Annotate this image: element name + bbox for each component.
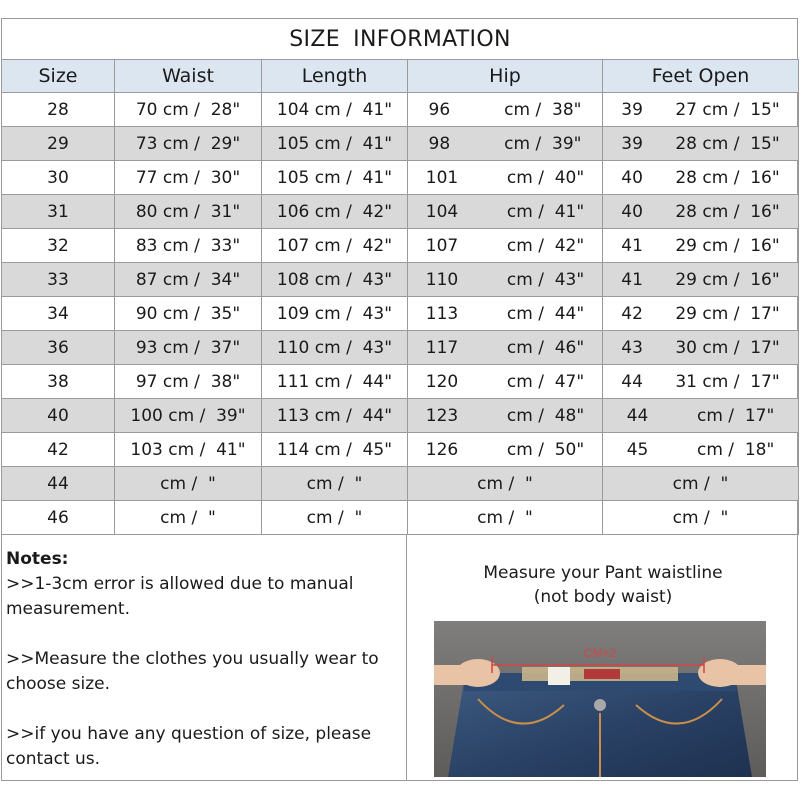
note-item: >>if you have any question of size, please contact us. — [6, 724, 372, 769]
table-row — [2, 501, 799, 535]
cell-hip: 107 cm / 42" — [408, 229, 603, 263]
cell-size: 36 — [2, 331, 115, 365]
cell-feet-open: 44 cm / 17" — [603, 399, 799, 433]
table-row — [2, 365, 799, 399]
header-hip: Hip — [408, 60, 603, 93]
cell-length: 109 cm / 43" — [262, 297, 408, 331]
cell-feet-open: 42 29 cm / 17" — [603, 297, 799, 331]
cell-waist: 73 cm / 29" — [115, 127, 262, 161]
jeans-waistline-photo — [434, 621, 766, 777]
cell-hip: 120 cm / 47" — [408, 365, 603, 399]
cell-waist: 70 cm / 28" — [115, 93, 262, 127]
cell-hip: cm / " — [408, 467, 603, 501]
cell-waist: 77 cm / 30" — [115, 161, 262, 195]
cell-hip: 104 cm / 41" — [408, 195, 603, 229]
table-row — [2, 399, 799, 433]
size-table — [1, 59, 799, 535]
cell-size: 38 — [2, 365, 115, 399]
cell-waist: 97 cm / 38" — [115, 365, 262, 399]
cell-feet-open: 41 29 cm / 16" — [603, 229, 799, 263]
page-title: SIZE INFORMATION — [289, 26, 511, 52]
cell-hip: 110 cm / 43" — [408, 263, 603, 297]
cell-length: 107 cm / 42" — [262, 229, 408, 263]
cell-hip: 98 cm / 39" — [408, 127, 603, 161]
cell-length: 108 cm / 43" — [262, 263, 408, 297]
cell-hip: 101 cm / 40" — [408, 161, 603, 195]
cell-hip: 123 cm / 48" — [408, 399, 603, 433]
table-row — [2, 161, 799, 195]
cell-waist: 87 cm / 34" — [115, 263, 262, 297]
cell-length: 111 cm / 44" — [262, 365, 408, 399]
cell-feet-open: cm / " — [603, 501, 799, 535]
cell-length: 114 cm / 45" — [262, 433, 408, 467]
cell-size: 31 — [2, 195, 115, 229]
notes-heading: Notes: — [6, 549, 69, 569]
cell-feet-open: 39 28 cm / 15" — [603, 127, 799, 161]
cell-size: 30 — [2, 161, 115, 195]
cell-waist: 93 cm / 37" — [115, 331, 262, 365]
cell-length: 110 cm / 43" — [262, 331, 408, 365]
cell-feet-open: 40 28 cm / 16" — [603, 195, 799, 229]
cell-waist: 90 cm / 35" — [115, 297, 262, 331]
note-item: >>Measure the clothes you usually wear to choose size. — [6, 649, 379, 694]
table-row — [2, 195, 799, 229]
measure-label: CM×2 — [583, 646, 617, 660]
measure-caption-line2: (not body waist) — [533, 587, 673, 607]
cell-waist: cm / " — [115, 501, 262, 535]
header-feet-open: Feet Open — [603, 60, 799, 93]
table-header-row — [2, 60, 799, 93]
cell-length: 105 cm / 41" — [262, 127, 408, 161]
cell-size: 28 — [2, 93, 115, 127]
cell-hip: 113 cm / 44" — [408, 297, 603, 331]
cell-feet-open: 45 cm / 18" — [603, 433, 799, 467]
cell-feet-open: 44 31 cm / 17" — [603, 365, 799, 399]
cell-feet-open: 40 28 cm / 16" — [603, 161, 799, 195]
cell-size: 42 — [2, 433, 115, 467]
cell-waist: 100 cm / 39" — [115, 399, 262, 433]
cell-length: 105 cm / 41" — [262, 161, 408, 195]
cell-size: 33 — [2, 263, 115, 297]
cell-size: 32 — [2, 229, 115, 263]
cell-waist: 80 cm / 31" — [115, 195, 262, 229]
header-size: Size — [2, 60, 115, 93]
cell-feet-open: cm / " — [603, 467, 799, 501]
note-item: >>1-3cm error is allowed due to manual measurement. — [6, 574, 354, 619]
cell-length: cm / " — [262, 501, 408, 535]
cell-waist: 83 cm / 33" — [115, 229, 262, 263]
header-waist: Waist — [115, 60, 262, 93]
cell-waist: cm / " — [115, 467, 262, 501]
measure-caption — [408, 561, 798, 609]
cell-size: 29 — [2, 127, 115, 161]
table-row — [2, 467, 799, 501]
cell-size: 34 — [2, 297, 115, 331]
cell-hip: 126 cm / 50" — [408, 433, 603, 467]
table-row — [2, 263, 799, 297]
cell-waist: 103 cm / 41" — [115, 433, 262, 467]
table-row — [2, 331, 799, 365]
notes-panel — [1, 535, 407, 781]
table-row — [2, 229, 799, 263]
table-row — [2, 297, 799, 331]
table-row — [2, 127, 799, 161]
cell-feet-open: 41 29 cm / 16" — [603, 263, 799, 297]
cell-length: cm / " — [262, 467, 408, 501]
cell-hip: cm / " — [408, 501, 603, 535]
measure-panel — [408, 535, 798, 781]
cell-hip: 96 cm / 38" — [408, 93, 603, 127]
measure-caption-line1: Measure your Pant waistline — [483, 563, 723, 583]
cell-size: 40 — [2, 399, 115, 433]
cell-size: 44 — [2, 467, 115, 501]
table-row — [2, 93, 799, 127]
cell-hip: 117 cm / 46" — [408, 331, 603, 365]
cell-length: 106 cm / 42" — [262, 195, 408, 229]
cell-length: 104 cm / 41" — [262, 93, 408, 127]
header-length: Length — [262, 60, 408, 93]
cell-size: 46 — [2, 501, 115, 535]
cell-feet-open: 39 27 cm / 15" — [603, 93, 799, 127]
cell-length: 113 cm / 44" — [262, 399, 408, 433]
table-row — [2, 433, 799, 467]
cell-feet-open: 43 30 cm / 17" — [603, 331, 799, 365]
